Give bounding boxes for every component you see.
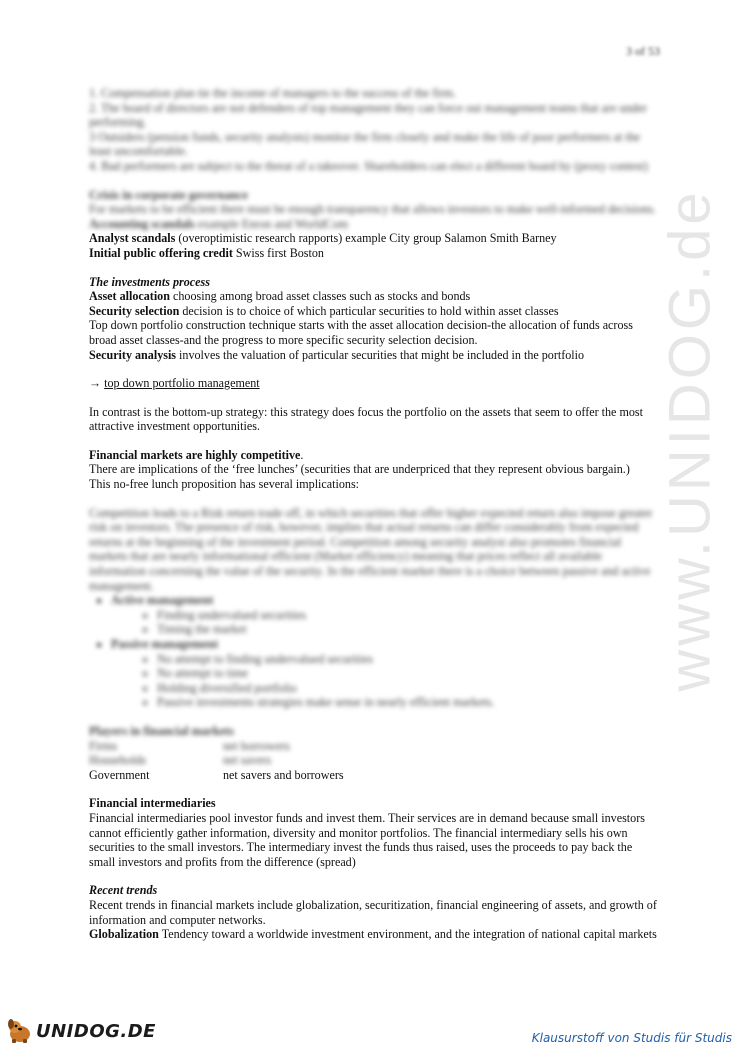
unidog-logo: [6, 1018, 156, 1044]
security-analysis-line: [89, 348, 661, 363]
bold-term: Accounting scandals: [89, 216, 195, 231]
watermark-text: www.UNIDOG.de: [657, 188, 723, 692]
player-role: net savers and borrowers: [223, 767, 344, 782]
list-item: ◦ Holding diversified portfolio: [157, 681, 661, 696]
paragraph: Top down portfolio construction technique starts with the asset allocation decision-the allocation of funds across broad asset classes-and the progress to more specific security selection decision.: [89, 318, 633, 347]
paragraph: 3 Outsiders (pension funds, security analysts) monitor the firm closely and make the life of poor performers at the least uncomfortable.: [89, 129, 641, 159]
players-row: [89, 753, 661, 768]
player-role: net borrowers: [223, 738, 290, 753]
bold-term: Asset allocation: [89, 289, 170, 304]
paragraph: 4. Bad performers are subject to the threat of a takeover. Shareholders can elect a different board by (proxy contest): [89, 158, 648, 173]
term-description: Swiss first Boston: [232, 245, 324, 260]
list-item: ◦ No attempt to finding undervalued securities: [157, 652, 661, 667]
list-item: ◦ Finding undervalued securities: [157, 608, 661, 623]
footer-tagline: Klausurstoff von Studis für Studis: [531, 1031, 732, 1045]
ipo-credit-line: [89, 246, 661, 261]
arrow-line: [89, 376, 661, 391]
section-heading: Recent trends: [89, 883, 158, 898]
asset-allocation-line: [89, 289, 661, 304]
list-item: ◦ Passive investments strategies make sense in nearly efficient markets.: [157, 695, 661, 710]
players-row: [89, 768, 661, 783]
term-description: decision is to choice of which particular securities to hold within asset classes: [179, 303, 559, 318]
bold-term: Security analysis: [89, 347, 177, 362]
section-heading: The investments process: [89, 274, 210, 289]
list-item: ▪ Active management ◦ Finding undervalued securities ◦ Timing the market: [111, 593, 661, 637]
term-description: (overoptimistic research rapports) example City group Salamon Smith Barney: [175, 231, 557, 246]
paragraph: 1. Compensation plan tie the income of managers to the success of the firm.: [89, 86, 457, 100]
blurred-crisis-section: [89, 188, 661, 232]
dog-mascot-icon: [6, 1018, 34, 1044]
section-heading: Financial intermediaries: [89, 796, 216, 811]
arrow-right-icon: →: [89, 376, 102, 391]
player-name: Households: [89, 753, 147, 768]
list-item: ◦ No attempt to time: [157, 666, 661, 681]
page-number: 3 of 53: [626, 44, 660, 58]
list-item: ▪ Passive management ◦ No attempt to finding undervalued securities ◦ No attempt to time ◦ Holding diversified portfolio ◦ Passive investments strategies make sense in nearly efficient markets.: [111, 637, 661, 710]
bold-term: Security selection: [89, 303, 180, 318]
blurred-competition-section: [89, 506, 661, 710]
analyst-scandals-line: [89, 231, 661, 246]
player-name: Firms: [89, 738, 118, 753]
term-description: example Enron and WorldCom: [194, 216, 349, 231]
page-content: 1. Compensation plan tie the income of managers to the success of the firm. 2. The board of directors are not defenders of top management they can force out management teams that are under performing. 3 Outsiders (pension funds, security analysts) monitor the firm closely and make the life of poor performers at the least uncomfortable. 4. Bad performers are subject to the threat of a takeover. Shareholders can elect a different board by (proxy contest) Crisis in corporate governance For markets to be efficient there must be enough transparency that allows investors to make well-informed decisions. Accounting scandals example Enron and WorldCom Analyst scandals (overoptimistic research rapports) example City group Salamon Smith Barney Initial public offering credit Swiss first Boston The investments process Asset allocation choosing among broad asset classes such as stocks and bonds Security selection decision is to choice of which particular securities to hold within asset classes Top down portfolio construction technique starts with the asset allocation decision-the allocation of funds across broad asset classes-and the progress to more specific security selection decision. Security analysis involves the valuation of particular securities that might be included in the portfolio → top down portfolio management In contrast is the bottom-up strategy: this strategy does focus the portfolio on the assets that seem to offer the most attractive investment opportunities. Financial markets are highly competitive. There are implications of the ‘free lunches’ (securities that are underpriced that they represent obvious bargain.) This no-free lunch proposition has several implications: Competition leads to a Risk return trade off, in which securities that offer higher expected return also impose greater risk on investors. The presence of risk, however, implies that actual returns can differ considerably from expected returns at the beginning of the investment period. Competition among security analyst also promotes financial markets that are nearly informational efficient (Market efficiency) meaning that prices reflect all available information concerning the value of the security. In the efficient market there is a choice between passive and active management. ▪ Active management ◦ Finding undervalued securities ◦ Timing the market ▪ Passive management ◦ No attempt to finding undervalued securities ◦ No attempt to time ◦ Holding diversified portfolio ◦ Passive investments strategies make sense in nearly efficient markets. Players in financial markets Firms net borrowers Households net savers Government net savers and borrowers Financial intermediaries Financial intermediaries pool investor funds and invest them. Their services are in demand because small investors cannot efficiently gather information, diversity and monitor portfolios. The financial intermediary sells his own securities to the small investors. The intermediary invest the funds thus raised, uses the proceeds to pay back the small investors and profits from the difference (spread) Recent trends Recent trends in financial markets include globalization, securitization, financial engineering of assets, and growth of information and computer networks. Globalization Tendency toward a worldwide investment environment, and the integration of national capital markets: [89, 86, 661, 942]
logo-text: UNIDOG.DE: [36, 1020, 156, 1042]
management-list: [89, 593, 661, 710]
section-heading: Crisis in corporate governance: [89, 187, 248, 202]
players-row: [89, 739, 661, 754]
bold-term: Initial public offering credit: [89, 245, 233, 260]
term-description: involves the valuation of particular securities that might be included in the portfolio: [176, 347, 585, 362]
section-heading: Financial markets are highly competitive: [89, 447, 301, 462]
bold-term: Globalization: [89, 927, 159, 942]
paragraph: Financial intermediaries pool investor funds and invest them. Their services are in demand because small investors cannot efficiently gather information, diversity and monitor portfolios. The financial intermediary sells his own securities to the small investors. The intermediary invest the funds thus raised, uses the proceeds to pay back the small investors and profits from the difference (spread): [89, 810, 645, 869]
blurred-governance-list: [89, 86, 661, 174]
players-section: [89, 724, 661, 782]
paragraph: 2. The board of directors are not defenders of top management they can force out management teams that are under performing.: [89, 100, 647, 130]
term-description: choosing among broad asset classes such as stocks and bonds: [169, 289, 471, 304]
paragraph: There are implications of the ‘free lunches’ (securities that are underpriced that they represent obvious bargain.): [89, 462, 630, 477]
term-description: Tendency toward a worldwide investment environment, and the integration of national capital markets: [158, 927, 657, 942]
paragraph: Recent trends in financial markets include globalization, securitization, financial engineering of assets, and growth of information and computer networks.: [89, 897, 657, 927]
paragraph: This no-free lunch proposition has several implications:: [89, 477, 360, 492]
player-role: net savers: [223, 753, 272, 768]
list-item: ◦ Timing the market: [157, 622, 661, 637]
paragraph: Competition leads to a Risk return trade off, in which securities that offer higher expected return also impose greater risk on investors. The presence of risk, however, implies that actual returns can differ considerably from expected returns at the beginning of the investment period. Competition among security analyst also promotes financial markets that are nearly informational efficient (Market efficiency) meaning that prices reflect all available information concerning the value of the security. In the efficient market there is a choice between passive and active management.: [89, 505, 653, 593]
underlined-note: top down portfolio management: [104, 376, 260, 391]
bold-term: Analyst scandals: [89, 231, 176, 246]
paragraph: For markets to be efficient there must be enough transparency that allows investors to make well-informed decisions.: [89, 202, 657, 217]
paragraph: In contrast is the bottom-up strategy: this strategy does focus the portfolio on the assets that seem to offer the most attractive investment opportunities.: [89, 404, 643, 434]
player-name: Government: [89, 767, 150, 782]
globalization-line: [89, 927, 661, 942]
section-heading: Players in financial markets: [89, 723, 234, 738]
security-selection-line: [89, 304, 661, 319]
